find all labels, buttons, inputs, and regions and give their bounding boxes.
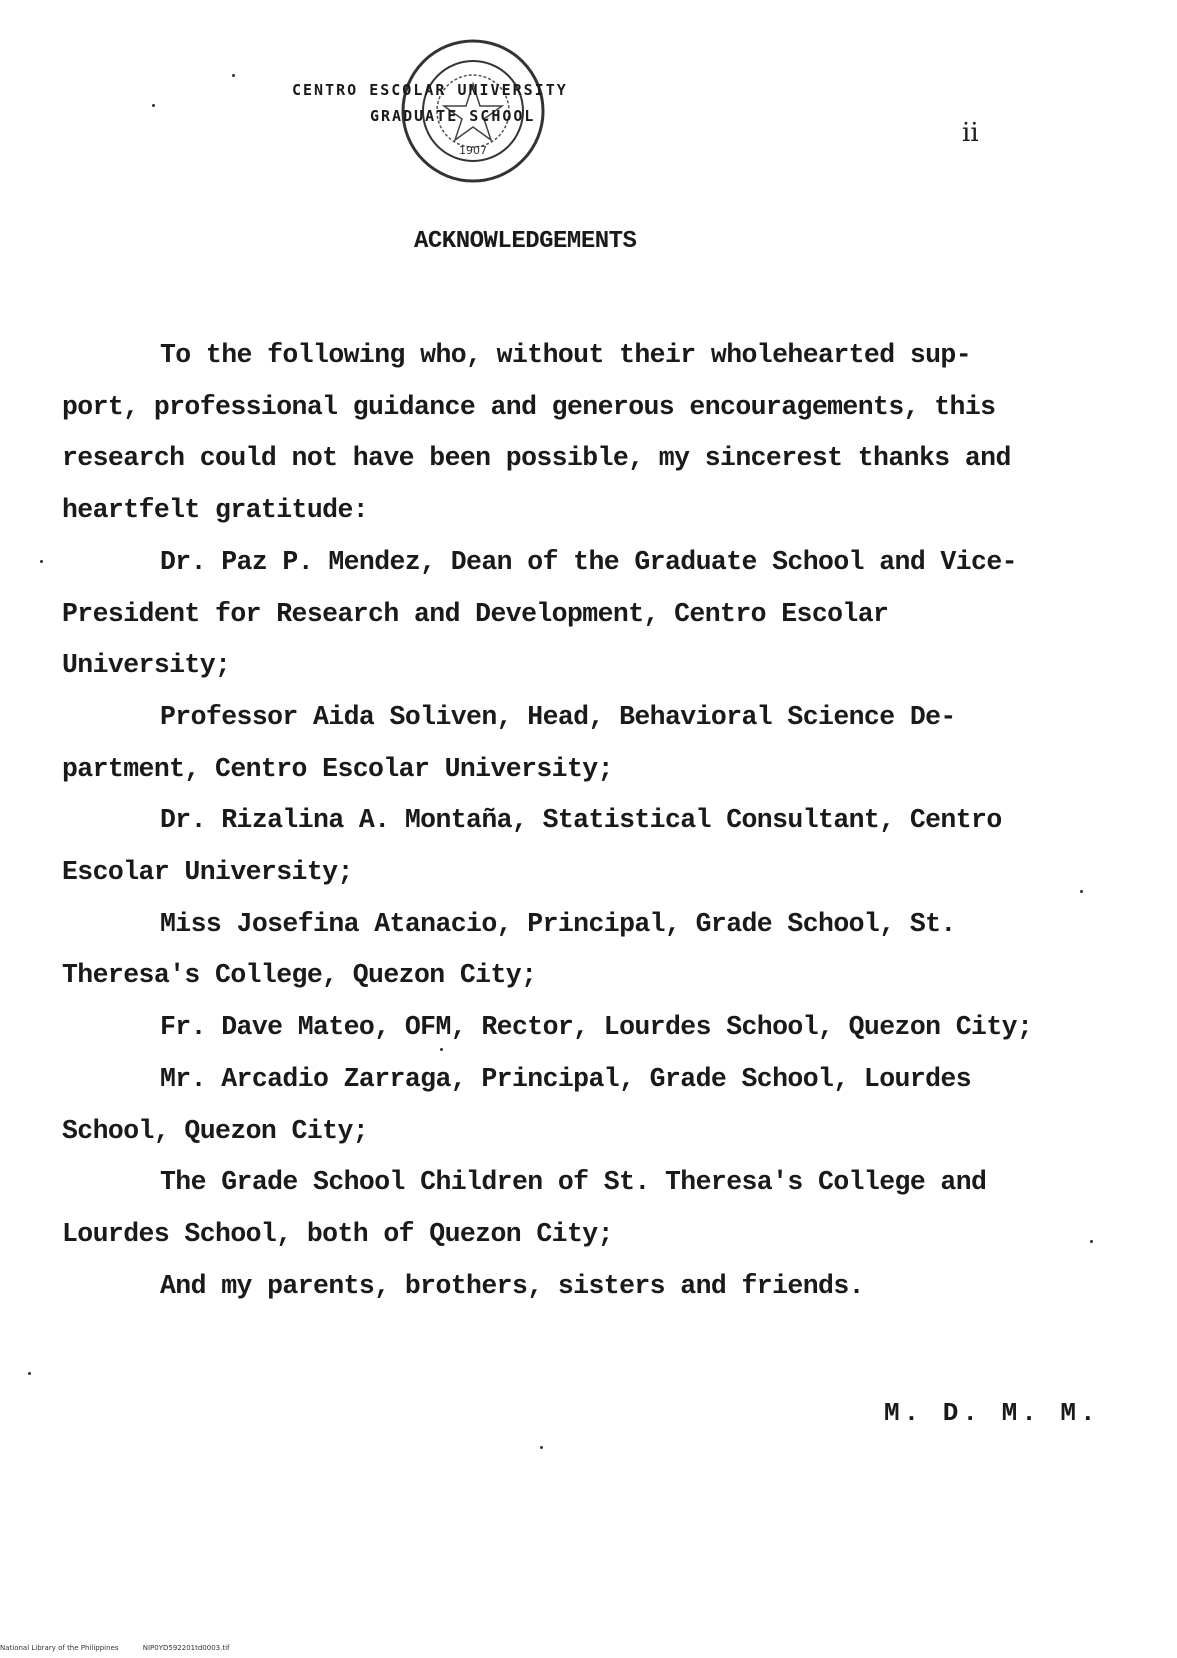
scan-footer xyxy=(0,1644,251,1652)
footer-library: National Library of the Philippines xyxy=(0,1644,119,1652)
header-university: CENTRO ESCOLAR UNIVERSITY xyxy=(292,81,568,99)
paragraph-children: The Grade School Children of St. Theresa's College and Lourdes School, both of Quezon City; xyxy=(62,1167,987,1249)
scan-speck xyxy=(1090,1240,1093,1243)
paragraph-mateo: Fr. Dave Mateo, OFM, Rector, Lourdes School, Quezon City; xyxy=(160,1012,1033,1043)
page-number: ii xyxy=(962,118,979,148)
paragraph-soliven: Professor Aida Soliven, Head, Behavioral Science De- partment, Centro Escolar University; xyxy=(62,701,956,784)
scan-speck xyxy=(1080,890,1083,893)
scan-speck xyxy=(540,1446,543,1449)
page-title: ACKNOWLEDGEMENTS xyxy=(414,228,637,255)
author-initials: M. D. M. M. xyxy=(884,1398,1100,1428)
scan-speck xyxy=(440,1048,443,1051)
footer-file: NIP0YD592201td0003.tif xyxy=(142,1644,230,1652)
header-school: GRADUATE SCHOOL xyxy=(370,107,536,125)
paragraph-atanacio: Miss Josefina Atanacio, Principal, Grade School, St. Theresa's College, Quezon City; xyxy=(62,908,956,991)
acknowledgement-body xyxy=(62,330,1062,1312)
paragraph-zarraga: Mr. Arcadio Zarraga, Principal, Grade School, Lourdes School, Quezon City; xyxy=(62,1063,972,1146)
scan-speck xyxy=(232,74,235,77)
paragraph-mendez: Dr. Paz P. Mendez, Dean of the Graduate School and Vice-President for Research and Development, Centro Escolar University; xyxy=(62,546,1017,681)
scan-speck xyxy=(40,560,43,563)
scan-speck xyxy=(28,1372,31,1375)
paragraph-intro: To the following who, without their wholehearted sup- port, professional guidance and generous encouragements, this research could not have been possible, my sincerest thanks and heartfelt gratitude: xyxy=(62,340,1011,526)
scan-speck xyxy=(152,104,155,107)
paragraph-family: And my parents, brothers, sisters and friends. xyxy=(160,1270,864,1301)
seal-year: 1907 xyxy=(459,144,487,157)
paragraph-montana: Dr. Rizalina A. Montaña, Statistical Consultant, Centro Escolar University; xyxy=(62,805,1002,888)
